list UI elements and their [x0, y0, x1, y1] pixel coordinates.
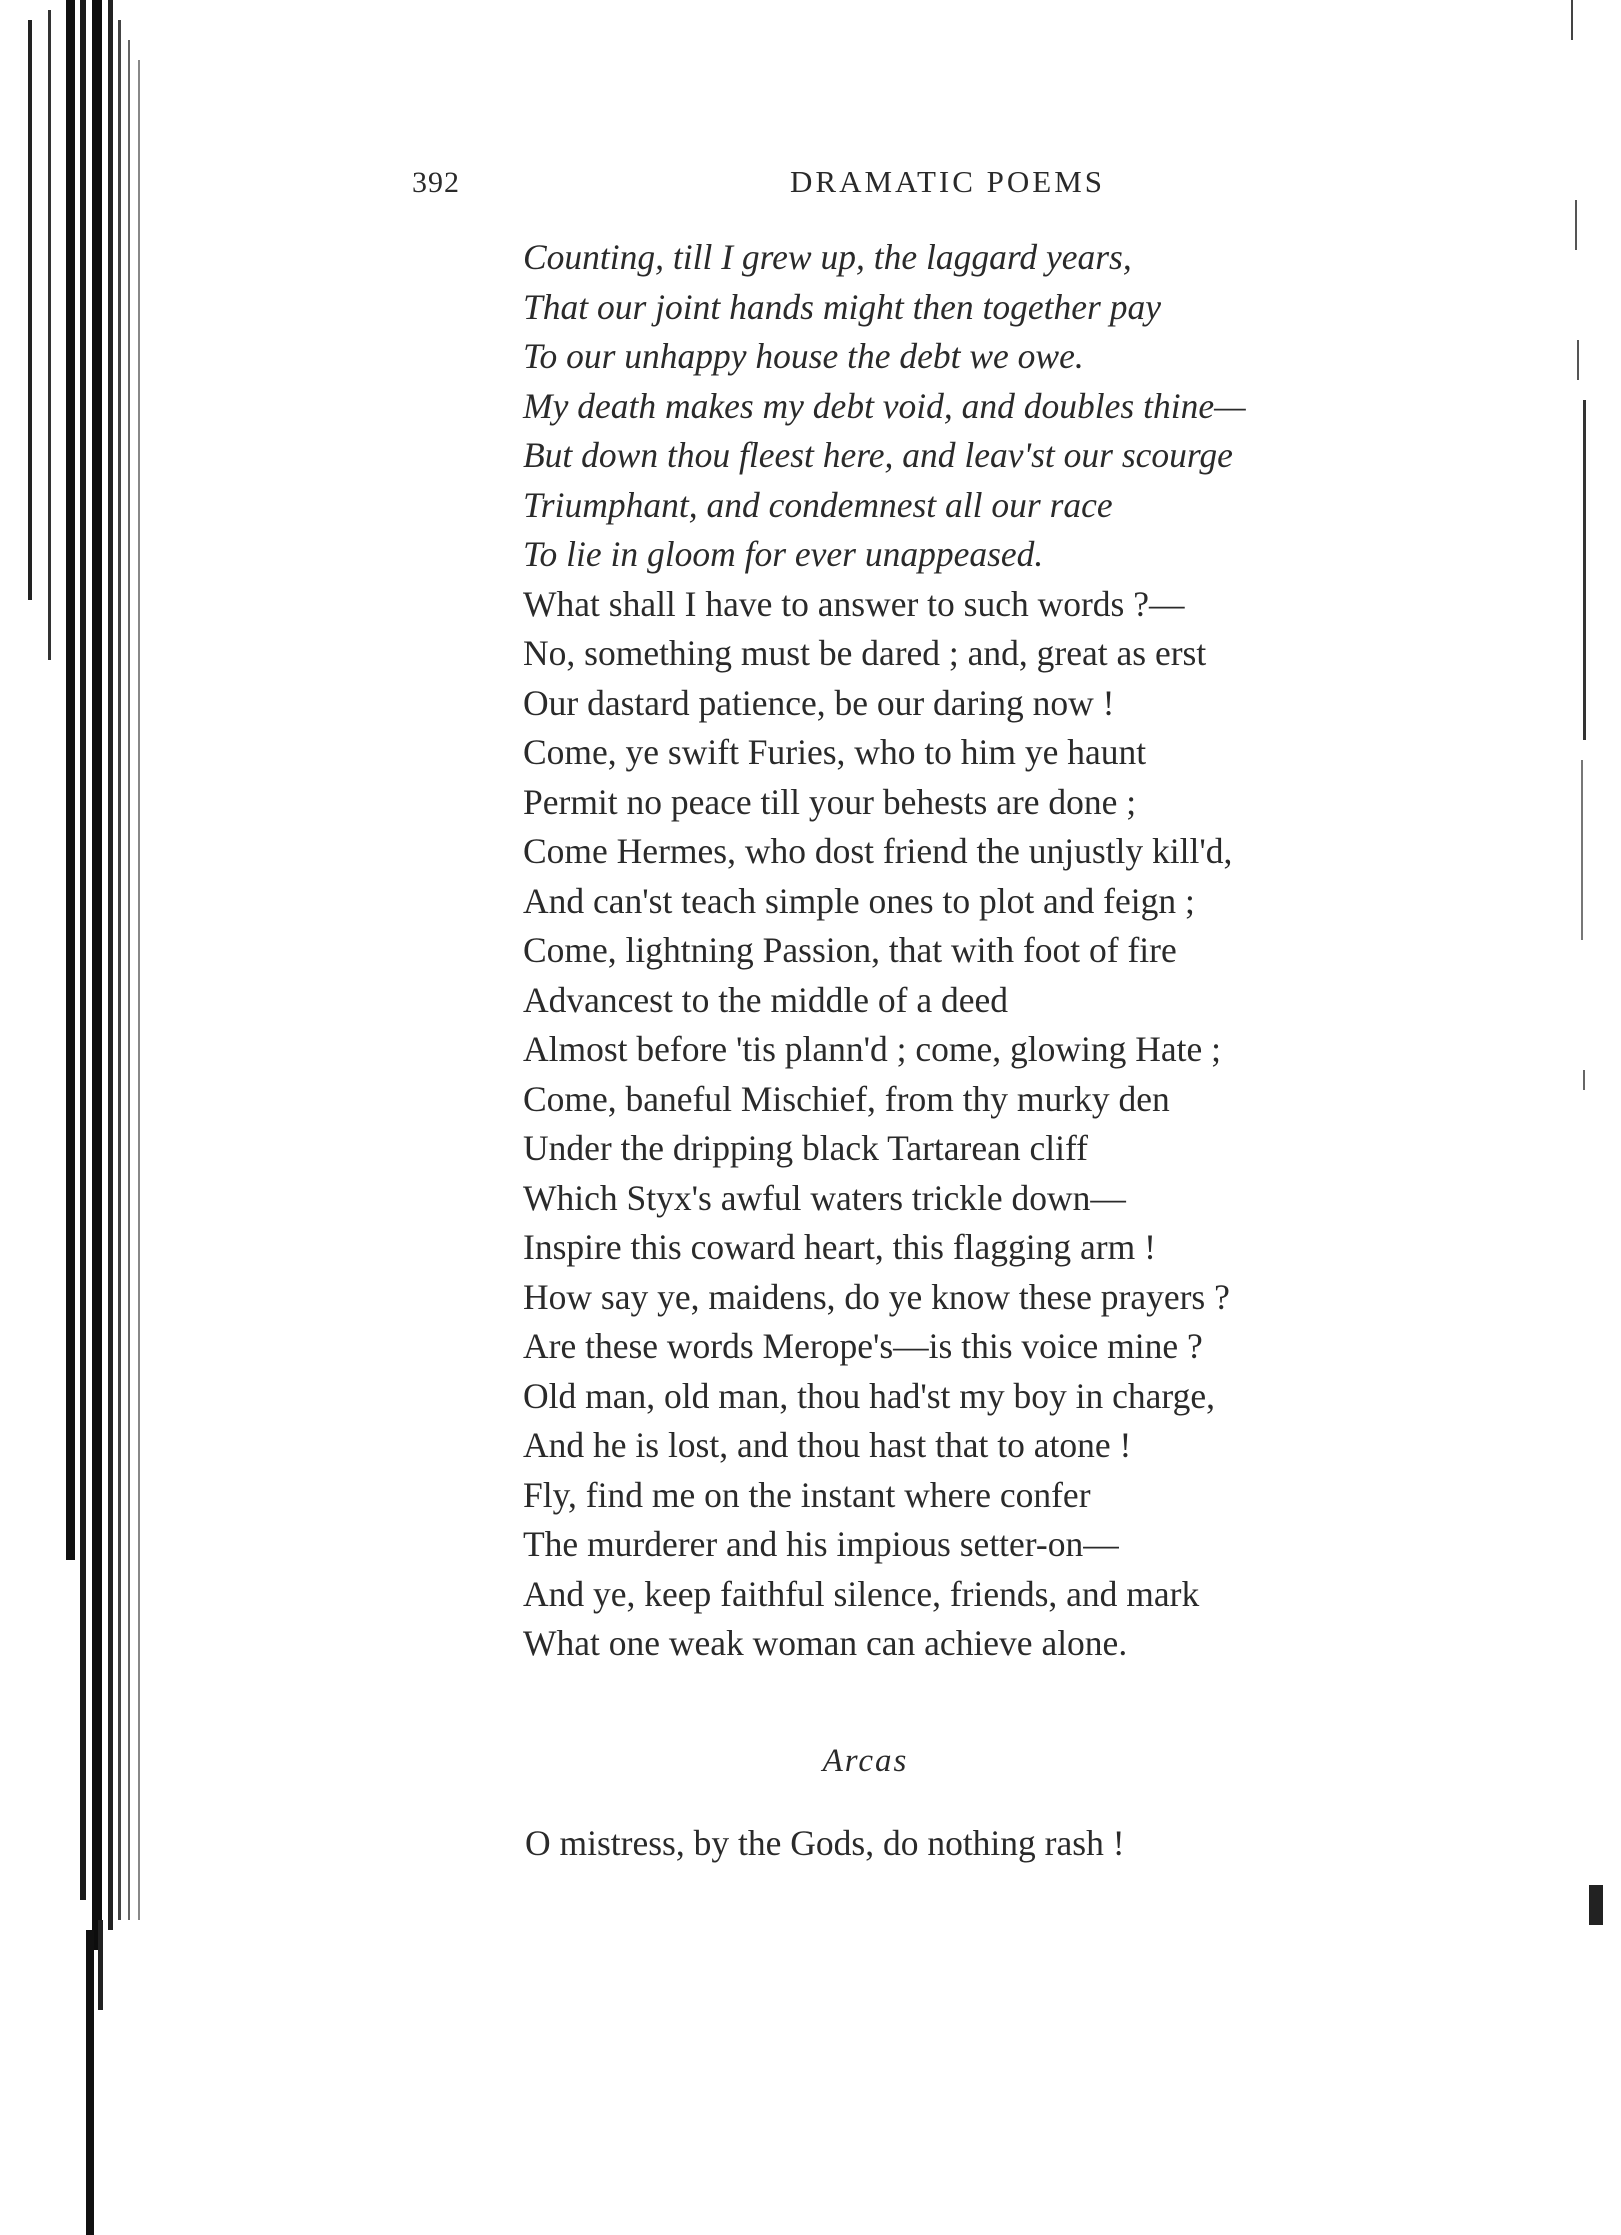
poem-line: That our joint hands might then together pay: [523, 286, 1161, 327]
speech-line: O mistress, by the Gods, do nothing rash !: [525, 1823, 1125, 1863]
poem-line: And can'st teach simple ones to plot and feign ;: [523, 880, 1195, 921]
poem-line: And ye, keep faithful silence, friends, and mark: [523, 1573, 1200, 1614]
poem-line: No, something must be dared ; and, great as erst: [523, 633, 1207, 673]
running-head: DRAMATIC POEMS: [790, 164, 1106, 199]
poem-line: Counting, till I grew up, the laggard years,: [523, 237, 1132, 277]
poem-body: [523, 233, 1523, 1669]
poem-line: Inspire this coward heart, this flagging arm !: [523, 1227, 1156, 1267]
poem-line: The murderer and his impious setter-on—: [523, 1524, 1119, 1564]
poem-line: Permit no peace till your behests are done ;: [523, 781, 1137, 822]
page-number: 392: [412, 166, 460, 199]
poem-line: And he is lost, and thou hast that to atone !: [523, 1425, 1132, 1465]
poem-line: What one weak woman can achieve alone.: [523, 1623, 1128, 1663]
poem-line: But down thou fleest here, and leav'st our scourge: [523, 435, 1233, 475]
poem-line: Which Styx's awful waters trickle down—: [523, 1177, 1126, 1218]
binding-edge-right: [1561, 0, 1621, 2235]
poem-line: To lie in gloom for ever unappeased.: [523, 534, 1044, 574]
poem-line: Come, lightning Passion, that with foot of fire: [523, 930, 1177, 970]
page-header: [0, 158, 1621, 208]
poem-line: Come, baneful Mischief, from thy murky den: [523, 1078, 1170, 1119]
poem-line: Almost before 'tis plann'd ; come, glowing Hate ;: [523, 1029, 1222, 1069]
poem-line: What shall I have to answer to such words ?—: [523, 583, 1185, 624]
poem-line: Under the dripping black Tartarean cliff: [523, 1128, 1088, 1168]
poem-line: Triumphant, and condemnest all our race: [523, 484, 1113, 525]
poem-line: Old man, old man, thou had'st my boy in charge,: [523, 1375, 1215, 1416]
poem-line: Fly, find me on the instant where confer: [523, 1474, 1091, 1515]
poem-line: Advancest to the middle of a deed: [523, 979, 1009, 1020]
poem-line: Come Hermes, who dost friend the unjustly kill'd,: [523, 831, 1233, 871]
poem-line: Come, ye swift Furies, who to him ye haunt: [523, 732, 1147, 772]
poem-line: Are these words Merope's—is this voice mine ?: [523, 1326, 1203, 1366]
poem-line: Our dastard patience, be our daring now !: [523, 682, 1115, 723]
poem-line: To our unhappy house the debt we owe.: [523, 336, 1084, 376]
poem-line: How say ye, maidens, do ye know these prayers ?: [523, 1276, 1230, 1317]
binding-edge-left: [0, 0, 180, 2235]
speaker-name: Arcas: [822, 1743, 909, 1779]
poem-line: My death makes my debt void, and doubles thine—: [523, 385, 1246, 426]
